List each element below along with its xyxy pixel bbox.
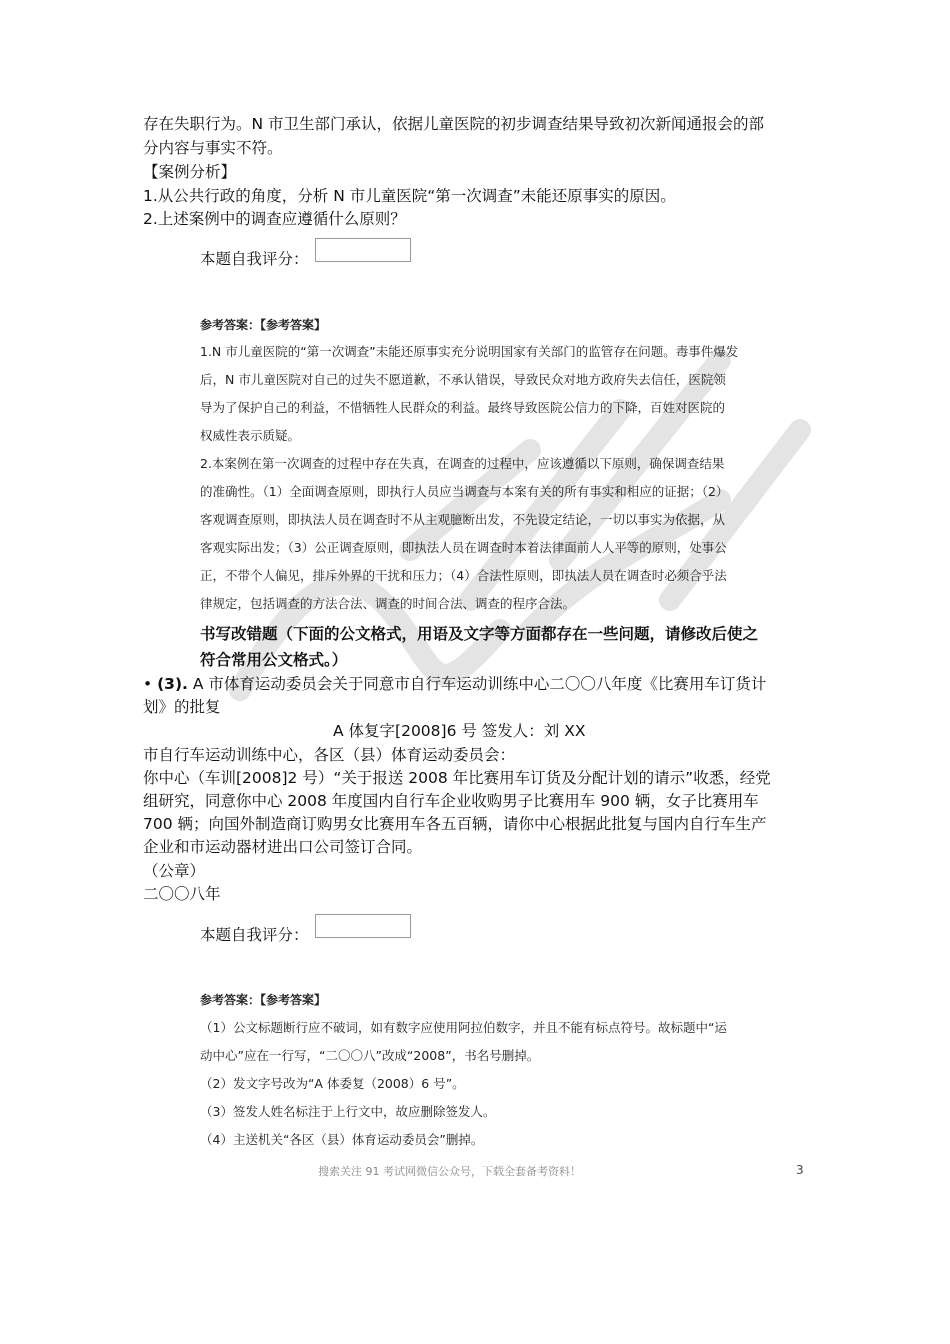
date: 二〇〇八年 xyxy=(143,885,221,903)
bullet: • xyxy=(143,675,153,693)
answer-line: 权威性表示质疑。 xyxy=(200,428,301,443)
answer-line: 律规定，包括调查的方法合法、调查的时间合法、调查的程序合法。 xyxy=(200,596,576,611)
answer-line: （4）主送机关“各区（县）体育运动委员会”删掉。 xyxy=(200,1132,484,1147)
self-score-label: 本题自我评分： xyxy=(200,250,309,268)
answer-line: 正，不带个人偏见，排斥外界的干扰和压力；（4）合法性原则，即执法人员在调查时必须合乎法 xyxy=(200,568,727,583)
answer-line: 动中心”应在一行写，“二〇〇八”改成“2008”，书名号删掉。 xyxy=(200,1048,540,1063)
self-score-input[interactable] xyxy=(315,238,411,262)
item-number: (3). xyxy=(157,675,188,693)
doc-title-line-2: 划》的批复 xyxy=(143,698,221,716)
answer-line: 后，N 市儿童医院对自己的过失不愿道歉，不承认错误，导致民众对地方政府失去信任，医院领 xyxy=(200,372,726,387)
seal: （公章） xyxy=(143,862,206,880)
doc-body-line: 700 辆；向国外制造商订购男女比赛用车各五百辆，请你中心根据此批复与国内自行车生产 xyxy=(143,815,767,833)
answer-header: 参考答案：【参考答案】 xyxy=(200,318,327,332)
answer-line: 的准确性。（1）全面调查原则，即执行人员应当调查与本案有关的所有事实和相应的证据；（2） xyxy=(200,484,729,499)
recipient: 市自行车运动训练中心，各区（县）体育运动委员会： xyxy=(143,746,516,764)
doc-body-line: 组研究，同意你中心 2008 年度国内自行车企业收购男子比赛用车 900 辆，女子比赛用车 xyxy=(143,792,759,810)
doc-body-line: 你中心（车训[2008]2 号）“关于报送 2008 年比赛用车订货及分配计划的请示”收悉，经党 xyxy=(143,769,771,787)
doc-title-text: A 市体育运动委员会关于同意市自行车运动训练中心二〇〇八年度《比赛用车订货计 xyxy=(187,675,767,693)
footer-text: 搜索关注 91 考试网微信公众号，下载全套备考资料！ xyxy=(318,1165,581,1178)
answer-header: 参考答案：【参考答案】 xyxy=(200,993,327,1007)
section-title-line-2: 符合常用公文格式。） xyxy=(200,651,348,669)
page-number: 3 xyxy=(796,1163,804,1177)
answer-line: 2.本案例在第一次调查的过程中存在失真，在调查的过程中，应该遵循以下原则，确保调查结果 xyxy=(200,456,725,471)
self-score-input[interactable] xyxy=(315,914,411,938)
self-score-label: 本题自我评分： xyxy=(200,926,309,944)
answer-line: 客观实际出发；（3）公正调查原则，即执法人员在调查时本着法律面前人人平等的原则，处事公 xyxy=(200,540,727,555)
doc-title-line-1 xyxy=(143,672,766,696)
question-1: 1.从公共行政的角度，分析 N 市儿童医院“第一次调查”未能还原事实的原因。 xyxy=(143,187,676,205)
answer-line: 1.N 市儿童医院的“第一次调查”未能还原事实充分说明国家有关部门的监管存在问题。毒事件爆发 xyxy=(200,344,739,359)
case-analysis-heading: 【案例分析】 xyxy=(143,163,237,181)
intro-line-1: 存在失职行为。N 市卫生部门承认，依据儿童医院的初步调查结果导致初次新闻通报会的部 xyxy=(143,115,765,133)
answer-line: （3）签发人姓名标注于上行文中，故应删除签发人。 xyxy=(200,1104,496,1119)
doc-number: A 体复字[2008]6 号 签发人：刘 XX xyxy=(333,722,586,740)
answer-line: （1）公文标题断行应不破词，如有数字应使用阿拉伯数字，并且不能有标点符号。故标题中“运 xyxy=(200,1020,727,1035)
answer-line: 客观调查原则，即执法人员在调查时不从主观臆断出发，不先设定结论，一切以事实为依据，从 xyxy=(200,512,726,527)
section-title-line-1: 书写改错题（下面的公文格式，用语及文字等方面都存在一些问题，请修改后使之 xyxy=(200,625,759,643)
question-2: 2.上述案例中的调查应遵循什么原则？ xyxy=(143,210,406,228)
doc-body-line: 企业和市运动器材进出口公司签订合同。 xyxy=(143,838,423,856)
answer-line: 导为了保护自己的利益，不惜牺牲人民群众的利益。最终导致医院公信力的下降，百姓对医院的 xyxy=(200,400,726,415)
answer-line: （2）发文字号改为“A 体委复（2008）6 号”。 xyxy=(200,1076,465,1091)
intro-line-2: 分内容与事实不符。 xyxy=(143,139,283,157)
